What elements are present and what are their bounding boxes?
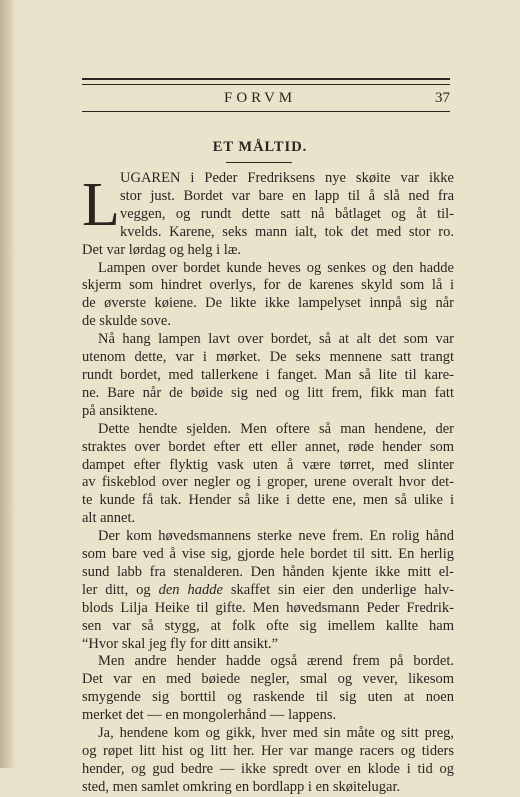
paragraph bbox=[82, 725, 454, 797]
text-line: Ja, hendene kom og gikk, hver med sin måte og sitt preg, bbox=[98, 725, 454, 742]
page-edge-shadow bbox=[0, 0, 16, 768]
text-line: te kunde få tak. Hender så like i dette ene, men så ulike i bbox=[82, 492, 454, 509]
header-rule-top-thin bbox=[82, 84, 450, 85]
text-line: smygende sig borttil og raskende til sig uten at noen bbox=[82, 689, 454, 706]
drop-cap: L bbox=[82, 171, 120, 239]
text-line: hender, og gud bedre — ikke spredt over en klode i tid og bbox=[82, 760, 454, 777]
text-line: de øverste køiene. De likte ikke lampelyset innpå sig når bbox=[82, 295, 454, 312]
text-line: utenom dette, var i mørket. De seks mennene satt trangt bbox=[82, 349, 454, 366]
text-line: Lampen over bordet kunde heves og senkes og den hadde bbox=[98, 259, 454, 276]
text-line: sen var så stygg, at folk ofte sig imellem kallte ham bbox=[82, 617, 454, 634]
text-line: og røpet litt hist og litt her. Her var mange racers og tiders bbox=[82, 743, 454, 759]
text-line-with-emphasis bbox=[82, 582, 454, 600]
running-head: FORVM bbox=[224, 90, 297, 106]
paragraph bbox=[82, 421, 454, 528]
header-rule-top bbox=[82, 78, 450, 80]
page-number: 37 bbox=[435, 90, 450, 106]
text-line: blods Lilja Heike til gifte. Men høvedsmann Peder Fredrik- bbox=[82, 599, 454, 616]
text-line: på ansiktene. bbox=[82, 402, 158, 419]
paragraph bbox=[82, 528, 454, 653]
text-line: Men andre hender hadde også ærend frem på bordet. bbox=[98, 653, 454, 670]
paragraph bbox=[82, 260, 454, 332]
text-line: veggen, og rundt dette satt nå båtlaget og åt til- bbox=[120, 205, 454, 222]
text-line: Nå hang lampen lavt over bordet, så at alt det som var bbox=[98, 331, 454, 348]
text-line: som bare ved å vise sig, gjorde hele bordet til sitt. En herlig bbox=[82, 546, 454, 563]
text-line: alt annet. bbox=[82, 510, 136, 527]
text-line: “Hvor skal jeg fly for ditt ansikt.” bbox=[82, 635, 279, 652]
text-line: skjerm som hindret overlys, for de karenes skyld som lå i bbox=[82, 277, 454, 294]
text-line: Det var lørdag og helg i læ. bbox=[82, 241, 242, 258]
header-rule-bottom bbox=[82, 111, 450, 112]
text-line: UGAREN i Peder Fredriksens nye skøite var ikke bbox=[120, 170, 454, 186]
text-line: ne. Bare når de bøide sig ned og litt frem, fikk man fatt bbox=[82, 384, 454, 401]
emphasized-text: den hadde bbox=[158, 581, 223, 598]
paragraph bbox=[82, 331, 454, 421]
text-line: de skulde sove. bbox=[82, 313, 171, 330]
text-line: stor just. Bordet var bare en lapp til å slå ned fra bbox=[120, 187, 454, 204]
text-line: dampet efter flyktig vask uten å være tørret, med slinter bbox=[82, 456, 454, 473]
text-line: sund labb fra stenalderen. Den hånden kjente ikke mitt el- bbox=[82, 563, 454, 580]
article-body bbox=[82, 170, 454, 797]
text-line: av fiskeblod over negler og i groper, urene overalt hvor det- bbox=[82, 474, 454, 491]
title-underline bbox=[226, 162, 292, 163]
text-line: kvelds. Karene, seks mann ialt, tok det med stor ro. bbox=[120, 223, 454, 240]
text-line: Der kom høvedsmannens sterke neve frem. En rolig hånd bbox=[98, 528, 454, 545]
text-line: straktes over bordet efter ett eller annet, røde hender som bbox=[82, 438, 454, 455]
text-line: merket det — en mongolerhånd — lappens. bbox=[82, 707, 337, 724]
text-line: Dette hendte sjelden. Men oftere så man hendene, der bbox=[98, 420, 454, 437]
paragraph bbox=[82, 653, 454, 725]
text-line: sted, men samlet omkring en bordlapp i en skøitelugar. bbox=[82, 778, 401, 795]
text-segment: skaffet sin eier den underlige halv- bbox=[230, 581, 454, 598]
paragraph bbox=[82, 170, 454, 260]
text-line: Det var en med bøiede negler, smal og vever, likesom bbox=[82, 671, 454, 688]
article-title: ET MÅLTID. bbox=[212, 139, 308, 155]
text-line: rundt bordet, med tallerkene i fanget. Man så lite til kare- bbox=[82, 366, 454, 383]
text-segment: ler ditt, og bbox=[82, 581, 151, 598]
